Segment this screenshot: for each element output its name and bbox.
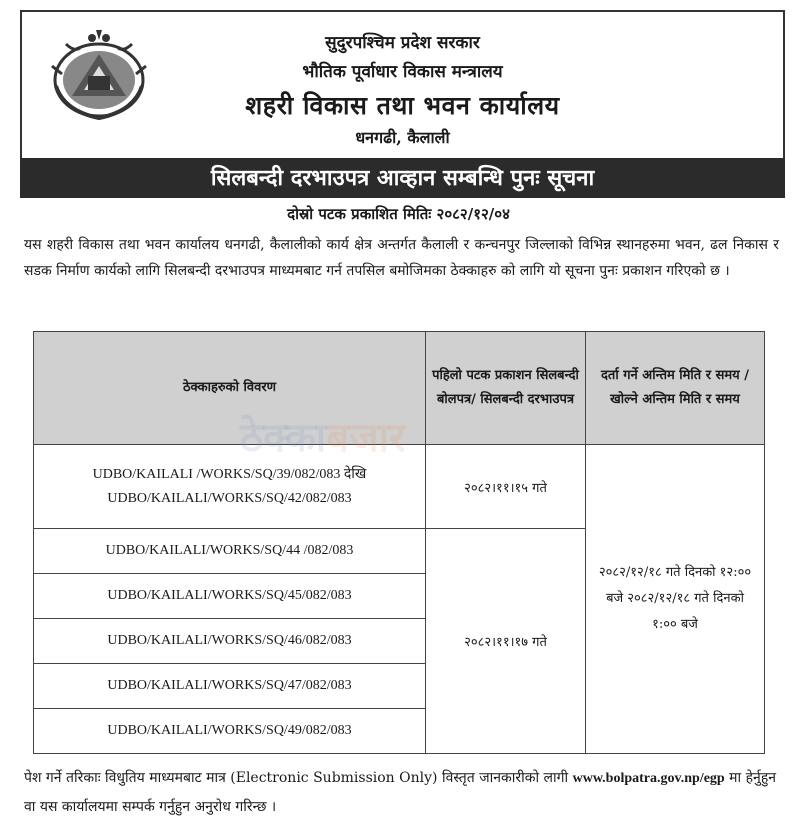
office-name: शहरी विकास तथा भवन कार्यालय — [245, 91, 560, 120]
contract-code: UDBO/KAILALI/WORKS/SQ/47/082/083 — [34, 664, 426, 709]
footer-text-after: मा हेर्नुहुन वा यस कार्यालयमा सम्पर्क गर्नुहुन अनुरोध गरिन्छ । — [24, 770, 777, 815]
office-location: धनगढी, कैलाली — [355, 128, 450, 147]
contract-range-cell — [34, 445, 426, 529]
first-published-date-1: २०८२।११।१५ गते — [426, 445, 586, 529]
contract-code: UDBO/KAILALI/WORKS/SQ/49/082/083 — [34, 709, 426, 754]
ministry-name: भौतिक पूर्वाधार विकास मन्त्रालय — [302, 62, 503, 82]
header-deadline: दर्ता गर्ने अन्तिम मिति र समय / खोल्ने अन्तिम मिति र समय — [586, 332, 765, 445]
header-contract-details: ठेक्काहरुको विवरण — [34, 332, 426, 445]
contract-code: UDBO/KAILALI/WORKS/SQ/44 /082/083 — [34, 529, 426, 574]
govt-name: सुदुरपश्चिम प्रदेश सरकार — [325, 33, 480, 53]
contract-code: UDBO/KAILALI/WORKS/SQ/46/082/083 — [34, 619, 426, 664]
notice-title-banner: सिलबन्दी दरभाउपत्र आव्हान सम्बन्धि पुनः सूचना — [20, 158, 785, 198]
notice-header — [20, 10, 785, 158]
notice-intro-text: यस शहरी विकास तथा भवन कार्यालय धनगढी, कैलालीको कार्य क्षेत्र अन्तर्गत कैलाली र कन्चनपुर जिल्लाको विभिन्न स्थानहरुमा भवन, ढल निकास र सडक निर्माण कार्यको लागि सिलबन्दी दरभाउपत्र माध्यमबाट गर्न तपसिल बमोजिमका ठेक्काहरु को लागि यो सूचना पुनः प्रकाशन गरिएको छ । — [24, 237, 779, 279]
table-header-row — [34, 332, 765, 445]
footer-text-before: पेश गर्ने तरिकाः विधुतिय माध्यमबाट मात्र (Electronic Submission Only) विस्तृत जानकारीको लागी — [24, 770, 573, 786]
submission-deadline-cell: २०८२/१२/१८ गते दिनको १२:०० बजे २०८२/१२/१८ गते दिनको १:०० बजे — [586, 445, 765, 754]
table-row — [34, 445, 765, 529]
contract-range-start: UDBO/KAILALI /WORKS/SQ/39/082/083 देखि — [92, 466, 367, 482]
first-published-date-2: २०८२।११।१७ गते — [426, 529, 586, 754]
submission-method-note — [24, 764, 779, 821]
header-first-published: पहिलो पटक प्रकाशन सिलबन्दी बोलपत्र/ सिलबन्दी दरभाउपत्र — [426, 332, 586, 445]
second-publication-date: दोस्रो पटक प्रकाशित मितिः २०८२/१२/०४ — [287, 205, 510, 223]
contract-range-end: UDBO/KAILALI/WORKS/SQ/42/082/083 — [107, 490, 352, 506]
contracts-table — [33, 331, 765, 754]
bolpatra-link[interactable]: www.bolpatra.gov.np/egp — [572, 771, 725, 786]
contract-code: UDBO/KAILALI/WORKS/SQ/45/082/083 — [34, 574, 426, 619]
